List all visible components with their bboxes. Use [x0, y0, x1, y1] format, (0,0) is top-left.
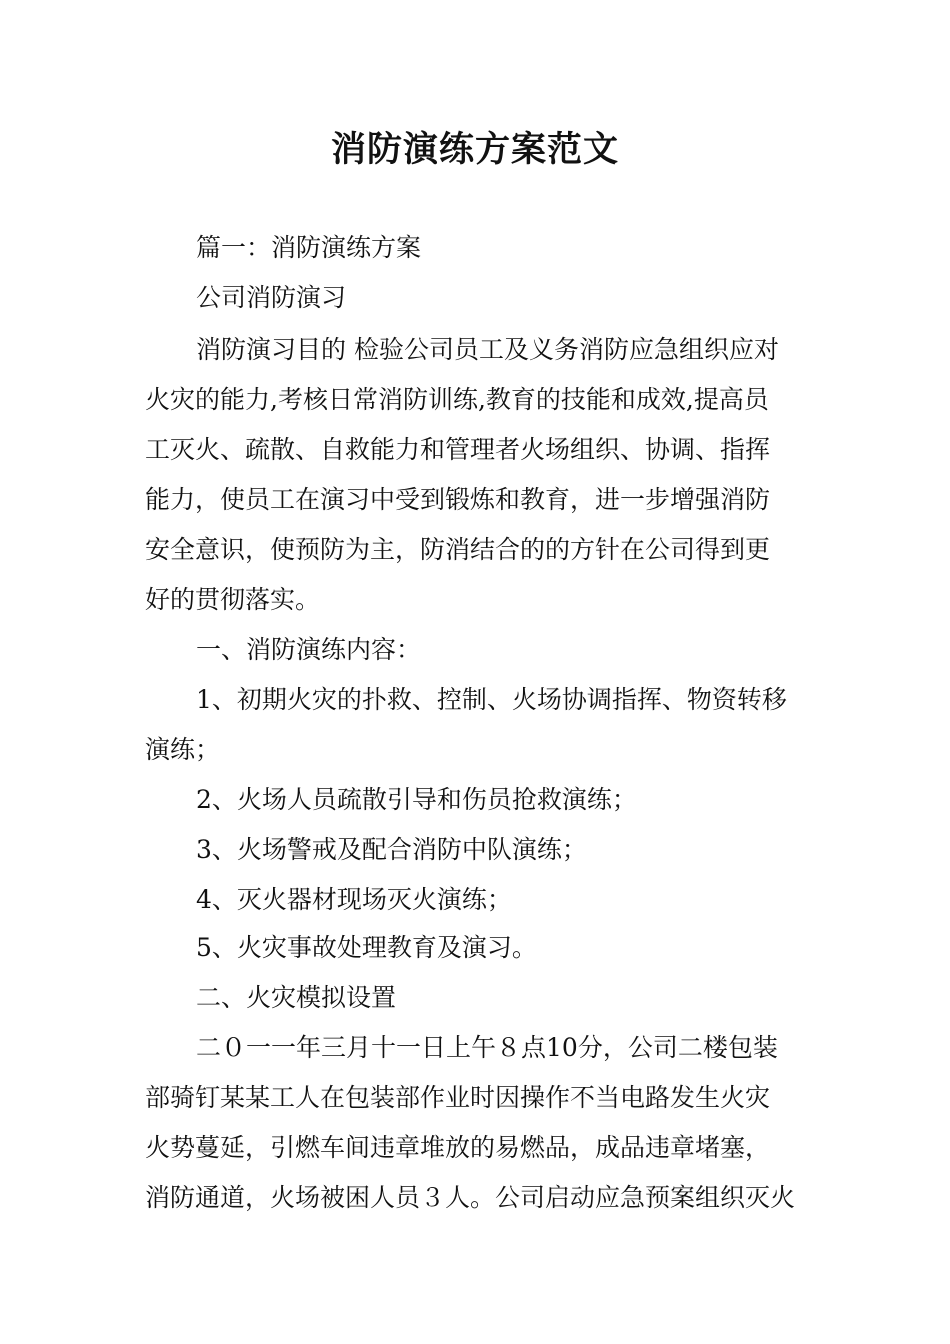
- paragraph-line: 火灾的能力,考核日常消防训练,教育的技能和成效,提高员: [145, 385, 769, 414]
- list-item: 3、火场警戒及配合消防中队演练；: [196, 835, 587, 864]
- paragraph-line: 部骑钉某某工人在包装部作业时因操作不当电路发生火灾: [145, 1083, 771, 1112]
- paragraph-line: 能力，使员工在演习中受到锻炼和教育，进一步增强消防: [145, 485, 771, 514]
- list-item-continuation: 演练；: [145, 735, 221, 764]
- section-heading: 一、消防演练内容：: [196, 635, 422, 664]
- document-title: 消防演练方案范文: [330, 130, 619, 170]
- paragraph-line: 工灭火、疏散、自救能力和管理者火场组织、协调、指挥: [145, 435, 771, 464]
- list-item: 4、灭火器材现场灭火演练；: [196, 885, 512, 914]
- paragraph-line: 消防演习目的 检验公司员工及义务消防应急组织应对: [196, 335, 779, 364]
- paragraph-line: 好的贯彻落实。: [145, 585, 321, 614]
- list-item: 5、火灾事故处理教育及演习。: [196, 933, 537, 962]
- subheading: 公司消防演习: [196, 283, 347, 312]
- list-item: 1、初期火灾的扑救、控制、火场协调指挥、物资转移: [196, 685, 787, 714]
- section-heading: 篇一：消防演练方案: [196, 233, 422, 262]
- paragraph-line: 消防通道，火场被困人员３人。公司启动应急预案组织灭火: [145, 1183, 796, 1212]
- paragraph-line: 二０一一年三月十一日上午８点10分，公司二楼包装: [196, 1033, 778, 1062]
- paragraph-line: 火势蔓延，引燃车间违章堆放的易燃品，成品违章堵塞，: [145, 1133, 771, 1162]
- section-heading: 二、火灾模拟设置: [196, 983, 397, 1012]
- list-item: 2、火场人员疏散引导和伤员抢救演练；: [196, 785, 637, 814]
- paragraph-line: 安全意识，使预防为主，防消结合的的方针在公司得到更: [145, 535, 771, 564]
